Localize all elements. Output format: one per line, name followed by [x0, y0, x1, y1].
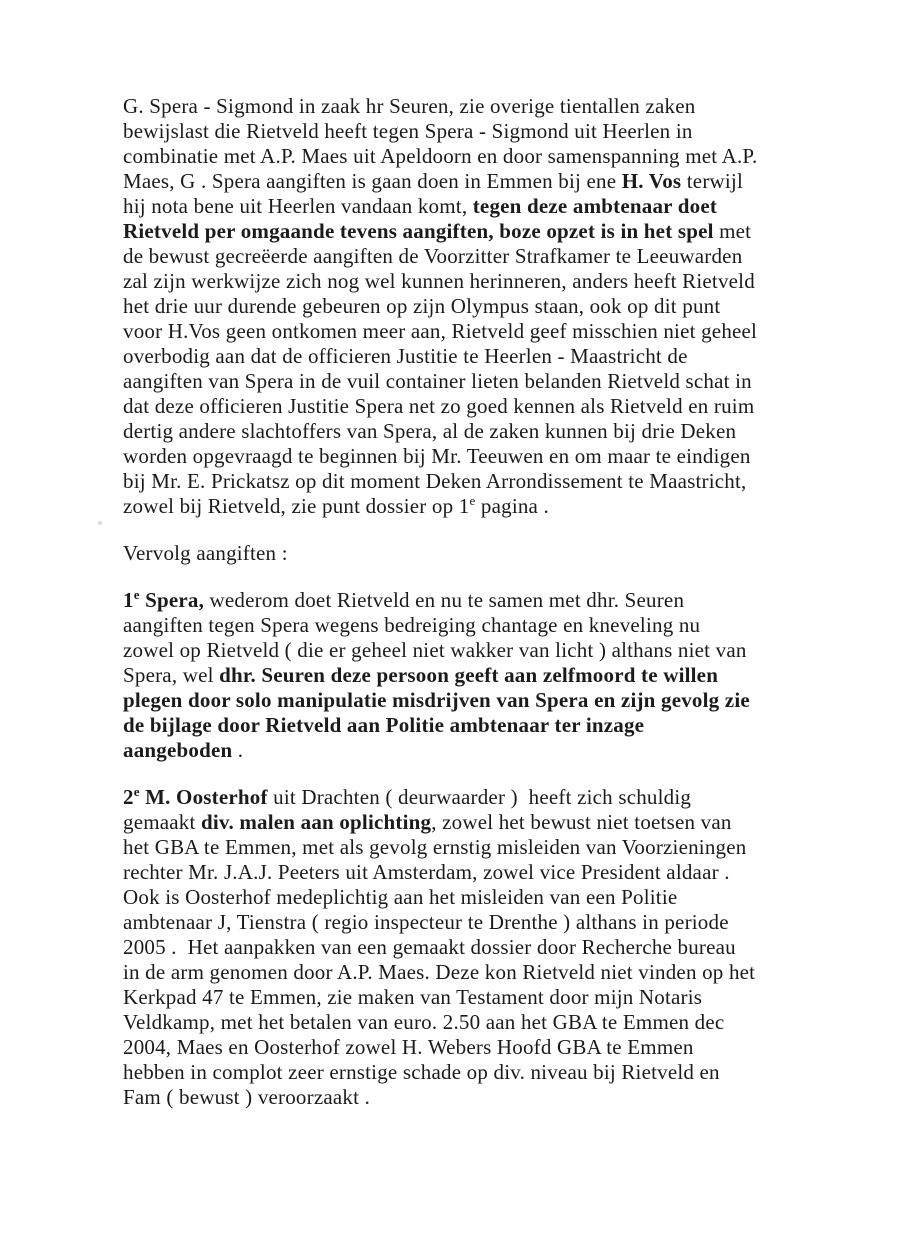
text-line	[123, 94, 833, 119]
text-run: ambtenaar J, Tienstra ( regio inspecteur te Drenthe ) althans in periode	[123, 910, 729, 934]
text-line	[123, 444, 833, 469]
scan-artifact-speck	[98, 521, 102, 525]
bold-text-run: tegen deze ambtenaar doet	[472, 194, 718, 218]
text-run: Ook is Oosterhof medeplichtig aan het misleiden van een Politie	[123, 885, 678, 909]
text-line	[123, 494, 833, 519]
bold-text-run: plegen door solo manipulatie misdrijven van Spera en zijn gevolg zie	[123, 688, 750, 712]
text-line	[123, 885, 833, 910]
text-run: voor H.Vos geen ontkomen meer aan, Rietveld geef misschien niet geheel	[123, 319, 758, 343]
item-2-oosterhof-paragraph	[123, 785, 833, 1110]
bold-text-run: 1	[123, 588, 134, 612]
text-run: hij nota bene uit Heerlen vandaan komt,	[123, 194, 473, 218]
text-run: .	[232, 738, 244, 762]
text-run: bewijslast die Rietveld heeft tegen Spera - Sigmond uit Heerlen in	[123, 119, 693, 143]
text-run: e	[469, 493, 476, 508]
text-run: 2005 . Het aanpakken van een gemaakt dossier door Recherche bureau	[123, 935, 736, 959]
text-run: het GBA te Emmen, met als gevolg ernstig misleiden van Voorzieningen	[123, 835, 747, 859]
text-line	[123, 541, 833, 566]
text-run: met	[713, 219, 752, 243]
text-line	[123, 910, 833, 935]
bold-text-run: dhr. Seuren deze persoon geeft aan zelfmoord te willen	[219, 663, 719, 687]
text-run: uit Drachten ( deurwaarder ) heeft zich schuldig	[267, 785, 692, 809]
text-line	[123, 219, 833, 244]
bold-text-run: H. Vos	[621, 169, 682, 193]
text-line	[123, 469, 833, 494]
text-run: rechter Mr. J.A.J. Peeters uit Amsterdam, zowel vice President aldaar .	[123, 860, 730, 884]
text-line	[123, 1010, 833, 1035]
text-run: zowel bij Rietveld, zie punt dossier op 1	[123, 494, 470, 518]
text-line	[123, 713, 833, 738]
text-line	[123, 935, 833, 960]
text-line	[123, 1035, 833, 1060]
bold-text-run: de bijlage door Rietveld aan Politie ambtenaar ter inzage	[123, 713, 645, 737]
vervolg-aangiften-heading	[123, 541, 833, 566]
text-run: G. Spera - Sigmond in zaak hr Seuren, zie overige tientallen zaken	[123, 94, 696, 118]
text-run: zowel op Rietveld ( die er geheel niet wakker van licht ) althans niet van	[123, 638, 747, 662]
bold-text-run: aangeboden	[123, 738, 233, 762]
text-line	[123, 244, 833, 269]
text-line	[123, 169, 833, 194]
text-run: combinatie met A.P. Maes uit Apeldoorn en door samenspanning met A.P.	[123, 144, 758, 168]
text-line	[123, 344, 833, 369]
text-line	[123, 294, 833, 319]
text-run: , zowel het bewust niet toetsen van	[431, 810, 732, 834]
bold-text-run: e	[133, 784, 140, 799]
text-run: worden opgevraagd te beginnen bij Mr. Teeuwen en om maar te eindigen	[123, 444, 751, 468]
text-line	[123, 1085, 833, 1110]
text-run: aangiften van Spera in de vuil container lieten belanden Rietveld schat in	[123, 369, 752, 393]
text-run: de bewust gecreëerde aangiften de Voorzitter Strafkamer te Leeuwarden	[123, 244, 743, 268]
text-run: wederom doet Rietveld en nu te samen met dhr. Seuren	[204, 588, 685, 612]
intro-paragraph	[123, 94, 833, 519]
text-run: zal zijn werkwijze zich nog wel kunnen herinneren, anders heeft Rietveld	[123, 269, 755, 293]
text-line	[123, 144, 833, 169]
text-line	[123, 269, 833, 294]
text-line	[123, 785, 833, 810]
text-line	[123, 369, 833, 394]
bold-text-run: M. Oosterhof	[139, 785, 268, 809]
bold-text-run: Spera,	[139, 588, 205, 612]
text-run: Kerkpad 47 te Emmen, zie maken van Testament door mijn Notaris	[123, 985, 703, 1009]
text-line	[123, 419, 833, 444]
text-line	[123, 119, 833, 144]
text-line	[123, 638, 833, 663]
text-line	[123, 394, 833, 419]
document-body	[123, 94, 833, 1132]
bold-text-run: e	[133, 587, 140, 602]
text-run: Fam ( bewust ) veroorzaakt .	[123, 1085, 371, 1109]
item-1-spera-paragraph	[123, 588, 833, 763]
text-run: gemaakt	[123, 810, 201, 834]
text-run: dat deze officieren Justitie Spera net zo goed kennen als Rietveld en ruim	[123, 394, 755, 418]
text-line	[123, 613, 833, 638]
text-line	[123, 688, 833, 713]
text-run: 2004, Maes en Oosterhof zowel H. Webers Hoofd GBA te Emmen	[123, 1035, 694, 1059]
text-run: bij Mr. E. Prickatsz op dit moment Deken Arrondissement te Maastricht,	[123, 469, 747, 493]
text-run: Maes, G . Spera aangiften is gaan doen in Emmen bij ene	[123, 169, 622, 193]
text-line	[123, 319, 833, 344]
bold-text-run: div. malen aan oplichting	[200, 810, 432, 834]
bold-text-run: 2	[123, 785, 134, 809]
text-run: Vervolg aangiften :	[123, 541, 288, 565]
text-line	[123, 860, 833, 885]
text-line	[123, 835, 833, 860]
text-run: het drie uur durende gebeuren op zijn Olympus staan, ook op dit punt	[123, 294, 721, 318]
text-run: dertig andere slachtoffers van Spera, al de zaken kunnen bij drie Deken	[123, 419, 737, 443]
text-line	[123, 738, 833, 763]
text-run: overbodig aan dat de officieren Justitie te Heerlen - Maastricht de	[123, 344, 688, 368]
text-run: in de arm genomen door A.P. Maes. Deze kon Rietveld niet vinden op het	[123, 960, 756, 984]
text-line	[123, 985, 833, 1010]
text-line	[123, 810, 833, 835]
text-run: Spera, wel	[123, 663, 220, 687]
text-line	[123, 663, 833, 688]
bold-text-run: Rietveld per omgaande tevens aangiften, boze opzet is in het spel	[123, 219, 714, 243]
text-run: pagina .	[475, 494, 549, 518]
text-line	[123, 1060, 833, 1085]
text-run: aangiften tegen Spera wegens bedreiging chantage en kneveling nu	[123, 613, 701, 637]
text-run: Veldkamp, met het betalen van euro. 2.50 aan het GBA te Emmen dec	[123, 1010, 725, 1034]
text-line	[123, 960, 833, 985]
text-line	[123, 194, 833, 219]
text-line	[123, 588, 833, 613]
text-run: terwijl	[681, 169, 743, 193]
text-run: hebben in complot zeer ernstige schade op div. niveau bij Rietveld en	[123, 1060, 720, 1084]
